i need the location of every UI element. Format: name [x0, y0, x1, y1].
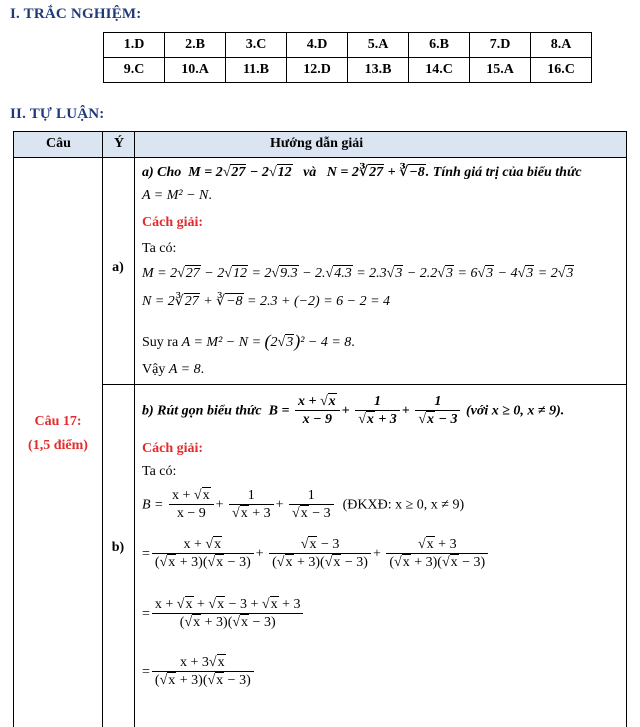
question-points: (1,5 điểm) [28, 438, 88, 453]
part-a-expression: A = M² − N. [142, 188, 212, 203]
header-huong-dan: Hướng dẫn giải [270, 136, 364, 151]
part-b-line-2: = $\frac{x + √x}{(√x + 3)(√x - 3)}$ + $\frac{√x - 3}{(√x + 3)(√x - 3)}$ + $\frac{√x + 3}{(√x + 3)(√x - 3)}$ [142, 537, 490, 572]
part-a-label: a) [112, 260, 124, 275]
part-a-conclusion: Suy ra A = M² − N = (2√3)² − 4 = 8. [142, 331, 355, 351]
part-a-line-m: M = 2√27 − 2√12 = 2√9.3 − 2.√4.3 = 2.3√3 − 2.2√3 = 6√3 − 4√3 = 2√3 [142, 266, 574, 281]
question-label [14, 410, 102, 458]
answer-cell: 2.B [165, 33, 226, 58]
part-b-prompt: b) Rút gọn biểu thức B = $\frac{x + √x}{x - 9}$ + $\frac{1}{√x + 3}$ + $\frac{1}{√x - 3}$ (với x ≥ 0, x ≠ 9). [142, 394, 565, 427]
part-b-line-1: B = $\frac{x + √x}{x - 9}$ + $\frac{1}{√x + 3}$ + $\frac{1}{√x - 3}$ (ĐKXĐ: x ≥ 0, x ≠ 9) [142, 488, 465, 521]
answer-cell: 8.A [531, 33, 592, 58]
answer-cell: 6.B [409, 33, 470, 58]
answer-cell: 16.C [531, 58, 592, 83]
part-a-line-n: N = 2∛27 + ∛−8 = 2.3 + (−2) = 6 − 2 = 4 [142, 294, 391, 309]
column-divider [134, 132, 135, 727]
answer-key-table [103, 32, 592, 83]
answer-cell: 1.D [104, 33, 165, 58]
answer-cell: 5.A [348, 33, 409, 58]
answer-cell: 4.D [287, 33, 348, 58]
table-row [104, 33, 592, 58]
solution-table [13, 131, 627, 727]
answer-cell: 3.C [226, 33, 287, 58]
answer-cell: 15.A [470, 58, 531, 83]
header-cau: Câu [46, 136, 71, 151]
answer-cell: 13.B [348, 58, 409, 83]
part-a-prompt: a) Cho M = 2√27 − 2√12 và N = 2∛27 + ∛−8. Tính giá trị của biểu thức [142, 165, 582, 180]
section-2-title: II. TỰ LUẬN: [10, 106, 105, 122]
column-divider [102, 132, 103, 727]
answer-cell: 14.C [409, 58, 470, 83]
row-divider [102, 384, 626, 385]
table-header [14, 132, 626, 158]
part-a-final: Vậy A = 8. [142, 362, 205, 377]
part-b-label: b) [111, 540, 125, 555]
answer-cell: 9.C [104, 58, 165, 83]
answer-cell: 10.A [165, 58, 226, 83]
answer-cell: 7.D [470, 33, 531, 58]
part-b-solution-label: Cách giải: [142, 441, 204, 456]
part-b-line-4: = $\frac{x + 3√x}{(√x + 3)(√x - 3)}$ [142, 655, 256, 690]
section-1-title: I. TRẮC NGHIỆM: [10, 6, 142, 22]
part-a-solution-label: Cách giải: [142, 215, 204, 230]
part-a-intro: Ta có: [142, 241, 177, 256]
question-number: Câu 17: [34, 414, 82, 429]
part-b-intro: Ta có: [142, 464, 177, 479]
part-b-line-3: = $\frac{x + √x + √x - 3 + √x + 3}{(√x + 3)(√x - 3)}$ [142, 597, 305, 632]
answer-cell: 11.B [226, 58, 287, 83]
table-row [104, 58, 592, 83]
header-y: Ý [114, 136, 125, 151]
answer-cell: 12.D [287, 58, 348, 83]
